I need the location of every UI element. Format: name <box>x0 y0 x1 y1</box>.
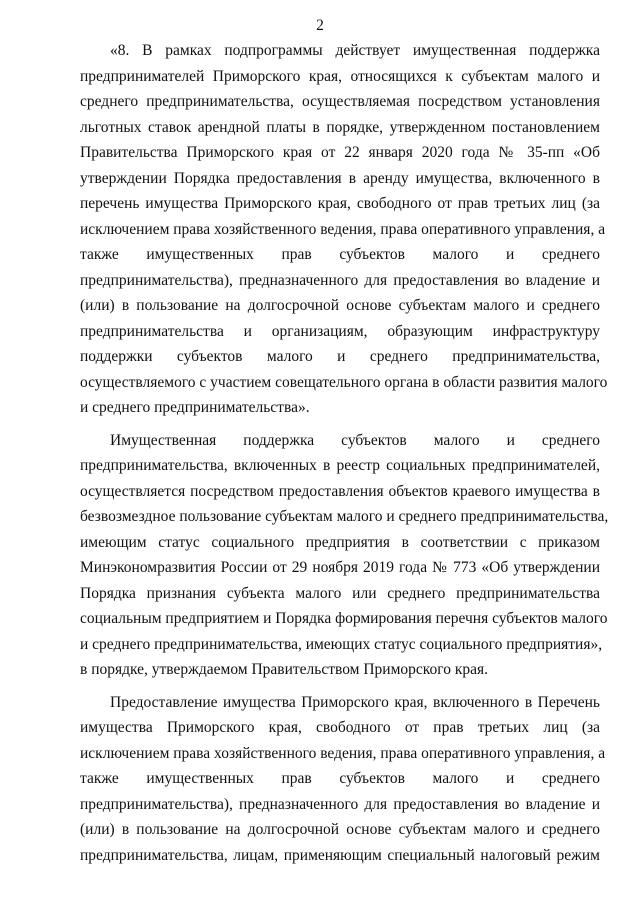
text-line: предпринимательства), предназначенного для предоставления во владение и <box>80 795 600 813</box>
text-line: перечень имущества Приморского края, свободного от прав третьих лиц (за <box>80 195 600 212</box>
paragraph-1 <box>80 38 608 421</box>
paragraph-3 <box>80 690 606 869</box>
text-line: Предоставление имущества Приморского края, включенного в Перечень <box>110 693 600 711</box>
text-line: осуществляемого с участием совещательного органа в области развития малого <box>80 373 608 391</box>
text-line: предпринимательства, лицам, применяющим специальный налоговый режим <box>80 846 600 864</box>
text-line: также имущественных прав субъектов малого и среднего <box>80 246 600 263</box>
text-line: Минэкономразвития России от 29 ноября 2019 года № 773 «Об утверждении <box>80 559 600 576</box>
text-line: Порядка признания субъекта малого или среднего предпринимательства <box>80 584 600 602</box>
text-line: исключением права хозяйственного ведения, права оперативного управления, а <box>80 220 606 238</box>
text-line: поддержки субъектов малого и среднего предпринимательства, <box>80 348 600 365</box>
text-line: также имущественных прав субъектов малого и среднего <box>80 770 600 787</box>
text-line: предпринимательства и организациям, образующим инфраструктуру <box>80 322 600 340</box>
text-line: утверждении Порядка предоставления в аренду имущества, включенного в <box>80 169 600 187</box>
page-number: 2 <box>316 17 324 34</box>
text-line: предпринимательства), предназначенного для предоставления во владение и <box>80 271 600 289</box>
text-line: (или) в пользование на долгосрочной основе субъектам малого и среднего <box>80 821 600 838</box>
text-line: предпринимательства, включенных в реестр социальных предпринимателей, <box>80 457 600 474</box>
text-line: и среднего предпринимательства». <box>80 399 310 416</box>
text-line: в порядке, утверждаемом Правительством Приморского края. <box>80 661 489 678</box>
paragraph-2 <box>80 428 609 683</box>
text-line: безвозмездное пользование субъектам малого и среднего предпринимательства, <box>80 508 609 525</box>
text-line: имеющим статус социального предприятия в соответствии с приказом <box>80 533 600 551</box>
text-line: «8. В рамках подпрограммы действует имущественная поддержка <box>110 42 600 59</box>
text-line: среднего предпринимательства, осуществляемая посредством установления <box>80 93 600 110</box>
text-line: льготных ставок арендной платы в порядке, утвержденном постановлением <box>80 118 600 136</box>
text-line: (или) в пользование на долгосрочной основе субъектам малого и среднего <box>80 297 600 314</box>
text-line: предпринимателей Приморского края, относящихся к субъектам малого и <box>80 67 600 85</box>
text-line: и среднего предпринимательства, имеющих статус социального предприятия», <box>80 635 603 653</box>
text-line: имущества Приморского края, свободного от прав третьих лиц (за <box>80 719 600 736</box>
document-body <box>80 38 609 868</box>
text-line: осуществляется посредством предоставления объектов краевого имущества в <box>80 482 600 500</box>
text-line: Имущественная поддержка субъектов малого и среднего <box>110 431 600 449</box>
text-line: Правительства Приморского края от 22 января 2020 года № 35-пп «Об <box>80 144 600 161</box>
text-line: исключением права хозяйственного ведения, права оперативного управления, а <box>80 744 606 762</box>
text-line: социальным предприятием и Порядка формирования перечня субъектов малого <box>80 610 608 627</box>
